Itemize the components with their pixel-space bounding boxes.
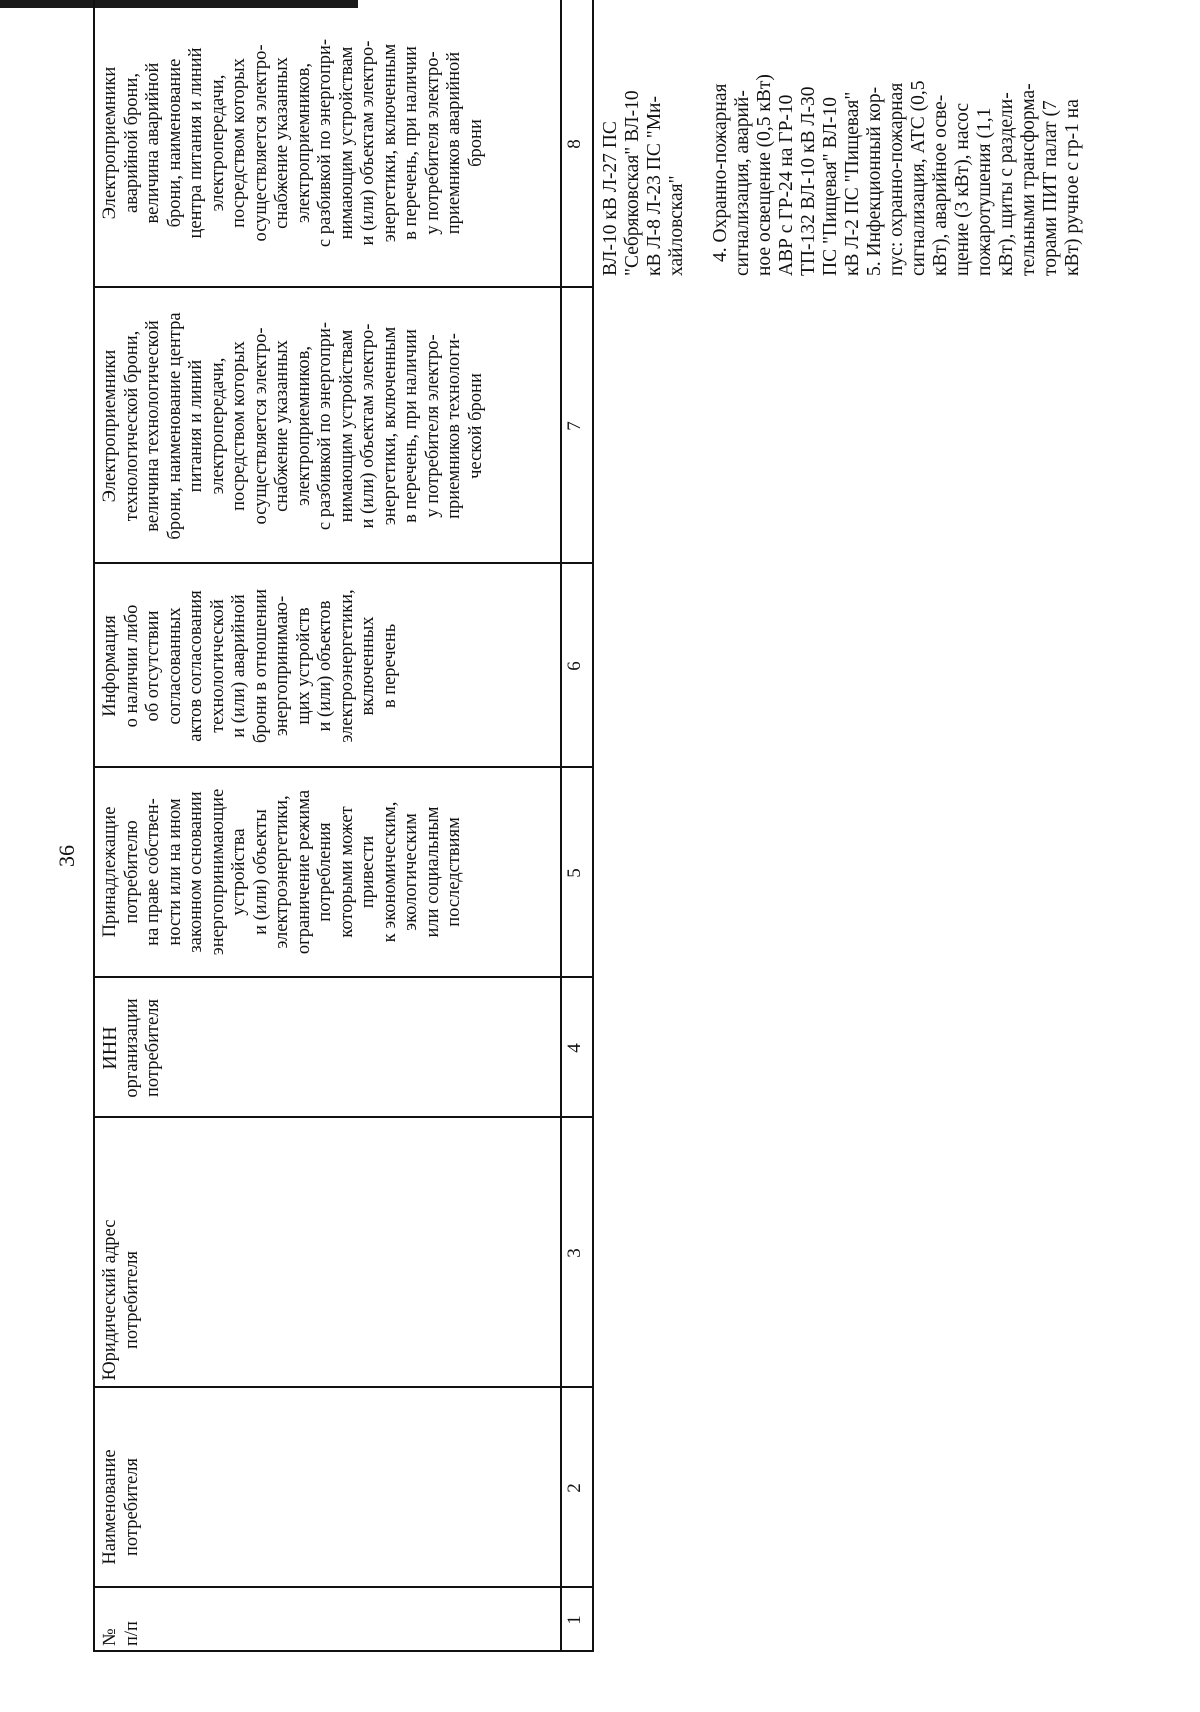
col-number-1: 1 xyxy=(564,1615,585,1625)
col-number-2: 2 xyxy=(564,1483,585,1493)
col-number-7: 7 xyxy=(564,421,585,431)
col-border-5 xyxy=(93,767,593,769)
col8-body-text: ВЛ-10 кВ Л-27 ПС "Себряковская" ВЛ-10 кВ Л-8 Л-23 ПС "Ми- хайловская" 4. Охранно-пожарная сигнализация, аварий- ное освещение (0,5 кВт) АВР с ГР-24 на ГР-10 ТП-132 ВЛ-10 кВ Л-30 ПС "Пищевая" ВЛ-10 кВ Л-2 ПС "Пищевая" 5. Инфекционный кор- пус: охранно-пожарная сигнализация, АТС (0,5 кВт), аварийное осве- щение (3 кВт), насос пожаротушения (1,1 кВт), щиты с раздели- тельными трансформа- торами ПИТ палат (7 кВт) ручное с гр-1 на xyxy=(600,74,1083,276)
header-col-3: Юридический адрес потребителя xyxy=(100,1219,142,1381)
header-col-7: Электроприемники технологической брони, величина технологической брони, наименование центра питания и линий электропередачи, посредством которых осуществляется электро- снабжение указанных электроприемников, с разбивкой по энергопри- нимающим устройствам и (или) объектам электро- энергетики, включенным в перечень, при наличии у потребителя электро- приемников технологи- ческой брони xyxy=(100,312,486,540)
header-col-6: Информация о наличии либо об отсутствии согласованных актов согласования технологической и (или) аварийной брони в отношении энергопринимаю- щих устройств и (или) объектов электроэнергетики, включенных в перечень xyxy=(100,588,400,744)
col-number-3: 3 xyxy=(564,1248,585,1258)
page-number: 36 xyxy=(54,845,79,867)
header-col-1: № п/п xyxy=(100,1621,142,1646)
col-border-4 xyxy=(93,977,593,979)
col-number-5: 5 xyxy=(564,868,585,878)
table-top-border xyxy=(93,0,95,1652)
col-number-6: 6 xyxy=(564,661,585,671)
header-numbers-divider xyxy=(560,0,562,1652)
col-number-8: 8 xyxy=(564,139,585,149)
header-col-5: Принадлежащие потребителю на праве собствен- ности или на ином законном основании энергопринимающие устройства и (или) объекты электроэнергетики, ограничение режима потребления которыми может привести к экономическим, экологическим или социальным последствиям xyxy=(100,788,464,956)
col-number-4: 4 xyxy=(564,1043,585,1053)
header-col-2: Наименование потребителя xyxy=(100,1449,142,1565)
col-border-0 xyxy=(93,1651,593,1653)
col-border-7 xyxy=(93,287,593,289)
header-col-8: Электроприемники аварийной брони, величина аварийной брони, наименование центра питания и линий электропередачи, посредством которых осуществляется электро- снабжение указанных электроприемников, с разбивкой по энергопри- нимающим устройствам и (или) объектам электро- энергетики, включенным в перечень, при наличии у потребителя электро- приемников аварийной брони xyxy=(100,38,486,248)
col-border-1 xyxy=(93,1587,593,1589)
col-border-2 xyxy=(93,1387,593,1389)
header-col-4: ИНН организации потребителя xyxy=(99,998,163,1098)
col-border-6 xyxy=(93,563,593,565)
col-border-3 xyxy=(93,1117,593,1119)
table-bottom-border xyxy=(592,0,594,1652)
